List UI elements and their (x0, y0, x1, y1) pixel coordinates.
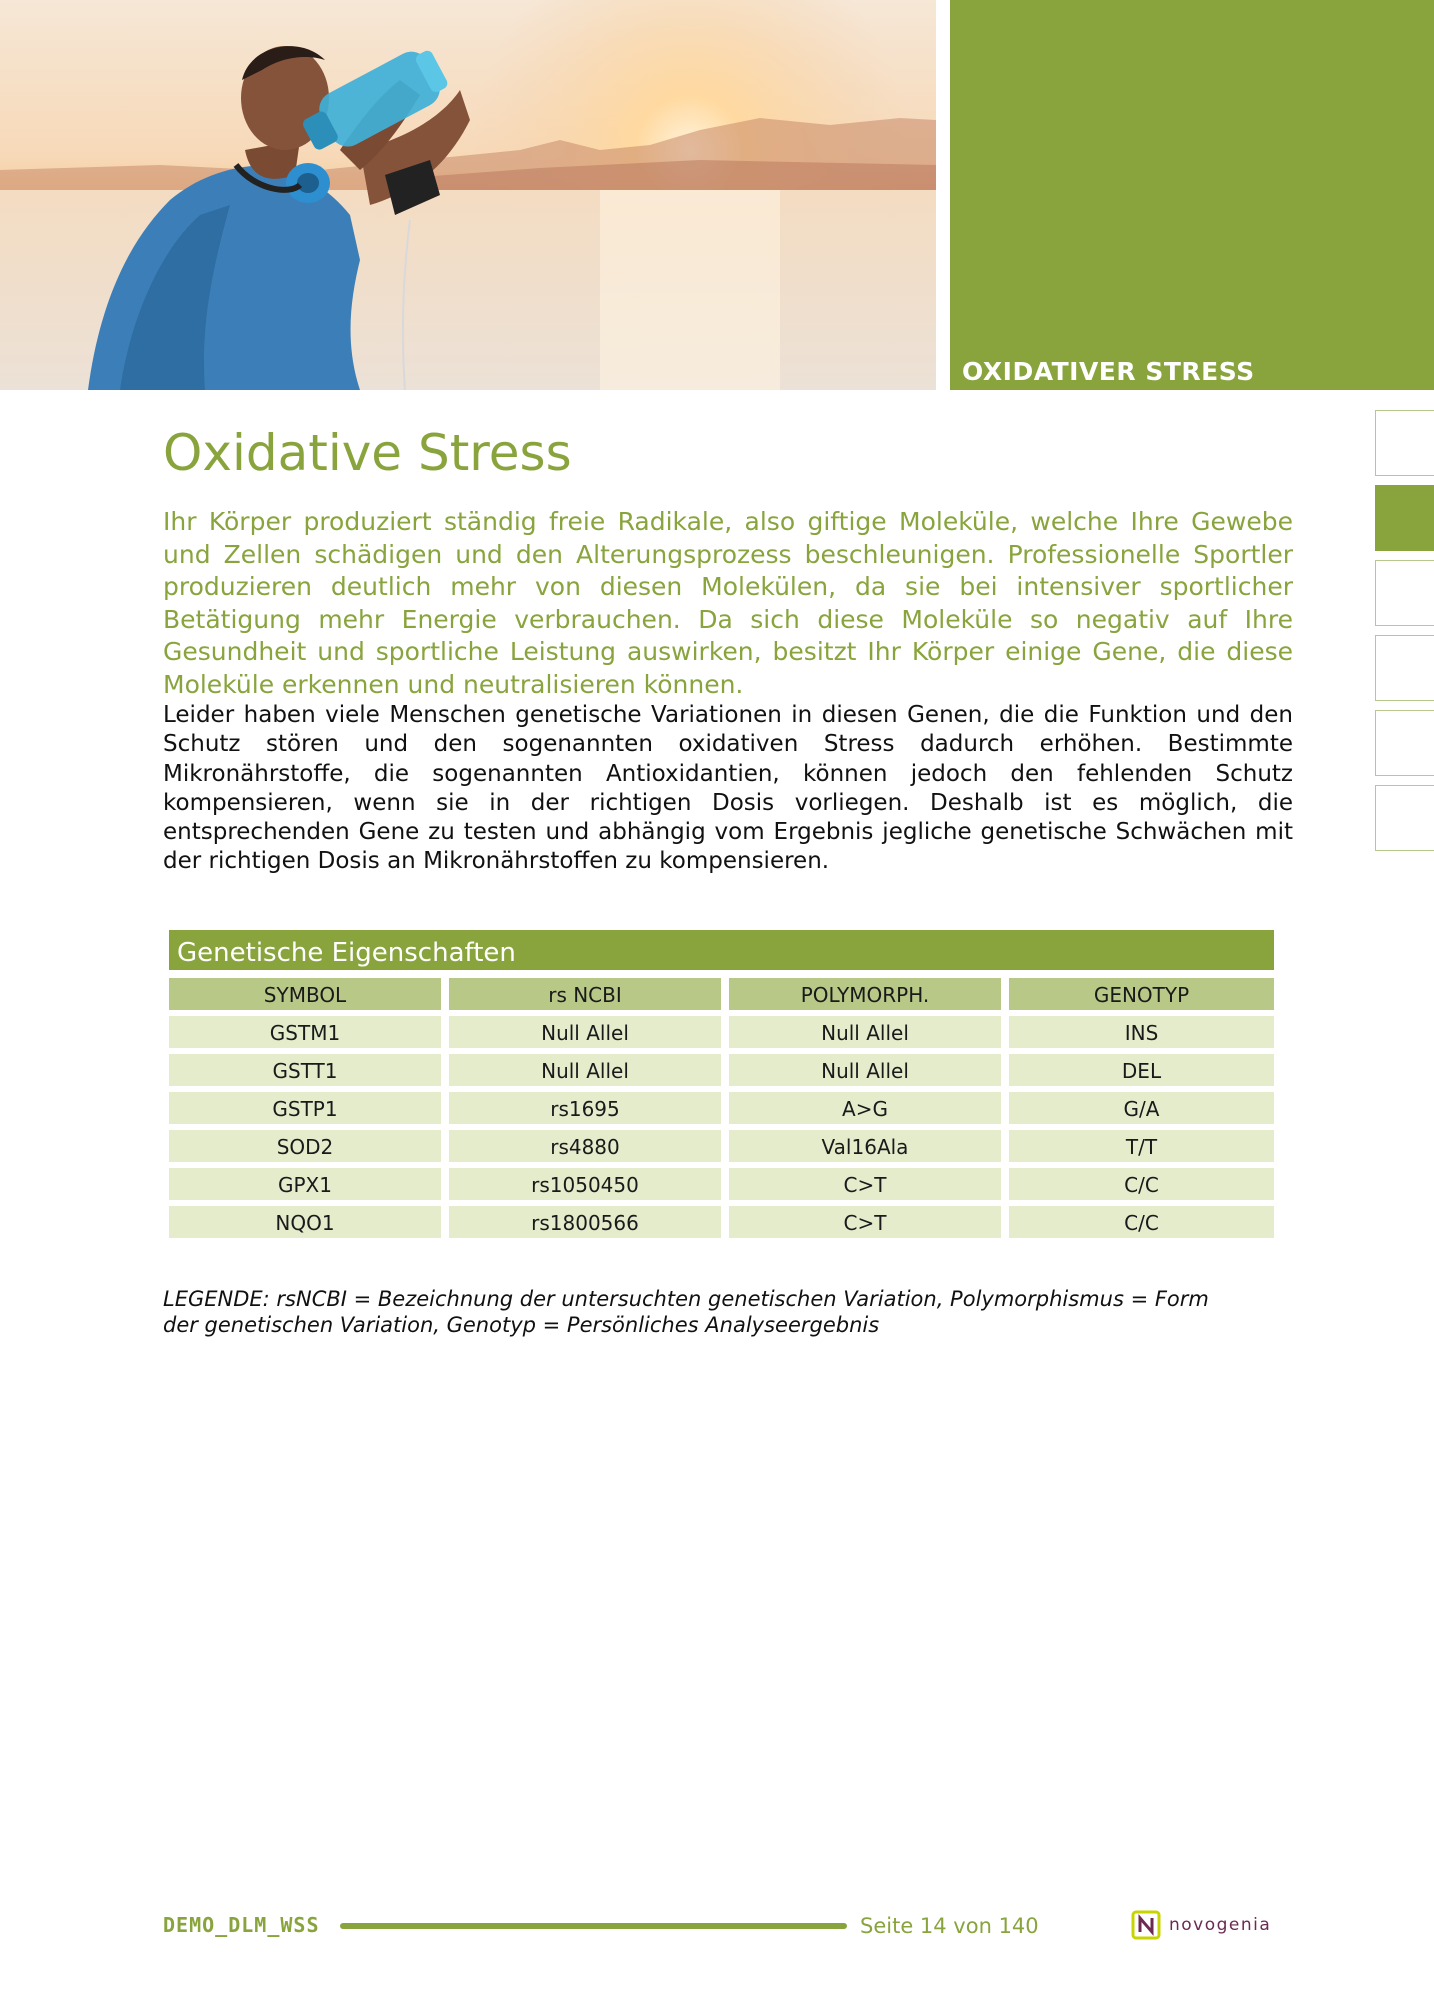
logo-text: novogenia (1169, 1915, 1272, 1935)
table-cell: SOD2 (169, 1130, 441, 1162)
novogenia-logo-icon (1131, 1910, 1161, 1940)
table-title: Genetische Eigenschaften (169, 930, 1274, 970)
table-cell: T/T (1009, 1130, 1274, 1162)
document-id: DEMO_DLM_WSS (163, 1913, 320, 1937)
athlete-drinking-illustration (0, 0, 936, 390)
table-cell: C>T (729, 1206, 1001, 1238)
chapter-tab-5[interactable] (1375, 710, 1434, 776)
table-cell: G/A (1009, 1092, 1274, 1124)
table-cell: Null Allel (449, 1054, 721, 1086)
table-cell: rs1800566 (449, 1206, 721, 1238)
hero-photo (0, 0, 936, 390)
page-title: Oxidative Stress (163, 424, 572, 482)
table-cell: GPX1 (169, 1168, 441, 1200)
table-cell: rs1695 (449, 1092, 721, 1124)
page-number: Seite 14 von 140 (860, 1914, 1039, 1938)
column-header: POLYMORPH. (729, 978, 1001, 1010)
column-header: GENOTYP (1009, 978, 1274, 1010)
table-cell: C>T (729, 1168, 1001, 1200)
table-cell: Null Allel (449, 1016, 721, 1048)
chapter-tab-3[interactable] (1375, 560, 1434, 626)
table-cell: rs1050450 (449, 1168, 721, 1200)
chapter-tab-1[interactable] (1375, 410, 1434, 476)
chapter-tab-6[interactable] (1375, 785, 1434, 851)
section-header-block (950, 0, 1434, 390)
intro-paragraph: Ihr Körper produziert ständig freie Radikale, also giftige Moleküle, welche Ihre Gewebe und Zellen schädigen und den Alterungsprozess beschleunigen. Professionelle Sportler produzieren deutlich mehr von diesen Molekülen, da sie bei intensiver sportlicher Betätigung mehr Energie verbrauchen. Da sich diese Moleküle so negativ auf Ihre Gesundheit und sportliche Leistung auswirken, besitzt Ihr Körper einige Gene, die diese Moleküle erkennen und neutralisieren können. (163, 507, 1293, 699)
table-cell: rs4880 (449, 1130, 721, 1162)
table-cell: Val16Ala (729, 1130, 1001, 1162)
table-cell: C/C (1009, 1168, 1274, 1200)
chapter-tab-4[interactable] (1375, 635, 1434, 701)
body-paragraph: Leider haben viele Menschen genetische Variationen in diesen Genen, die die Funktion und den Schutz stören und den sogenannten oxidativen Stress dadurch erhöhen. Bestimmte Mikronährstoffe, die sogenannten Antioxidantien, können jedoch den fehlenden Schutz kompensieren, wenn sie in der richtigen Dosis vorliegen. Deshalb ist es möglich, die entsprechenden Gene zu testen und abhängig vom Ergebnis jegliche genetische Schwächen mit der richtigen Dosis an Mikronährstoffen zu kompensieren. (163, 702, 1293, 875)
table-cell: GSTM1 (169, 1016, 441, 1048)
table-cell: Null Allel (729, 1054, 1001, 1086)
table-cell: INS (1009, 1016, 1274, 1048)
chapter-tab-2-active[interactable] (1375, 485, 1434, 551)
table-cell: C/C (1009, 1206, 1274, 1238)
table-cell: NQO1 (169, 1206, 441, 1238)
table-cell: GSTT1 (169, 1054, 441, 1086)
section-title: OXIDATIVER STRESS (962, 357, 1255, 386)
table-cell: Null Allel (729, 1016, 1001, 1048)
table-cell: A>G (729, 1092, 1001, 1124)
column-header: rs NCBI (449, 978, 721, 1010)
column-header: SYMBOL (169, 978, 441, 1010)
table-grid (169, 978, 1274, 1238)
footer-divider (340, 1923, 847, 1929)
table-cell: DEL (1009, 1054, 1274, 1086)
legend-text: LEGENDE: rsNCBI = Bezeichnung der untersuchten genetischen Variation, Polymorphismus = Form der genetischen Variation, Genotyp = Persönliches Analyseergebnis (163, 1287, 1209, 1337)
novogenia-logo (1131, 1910, 1271, 1940)
table-cell: GSTP1 (169, 1092, 441, 1124)
genetic-properties-table (169, 930, 1274, 1238)
